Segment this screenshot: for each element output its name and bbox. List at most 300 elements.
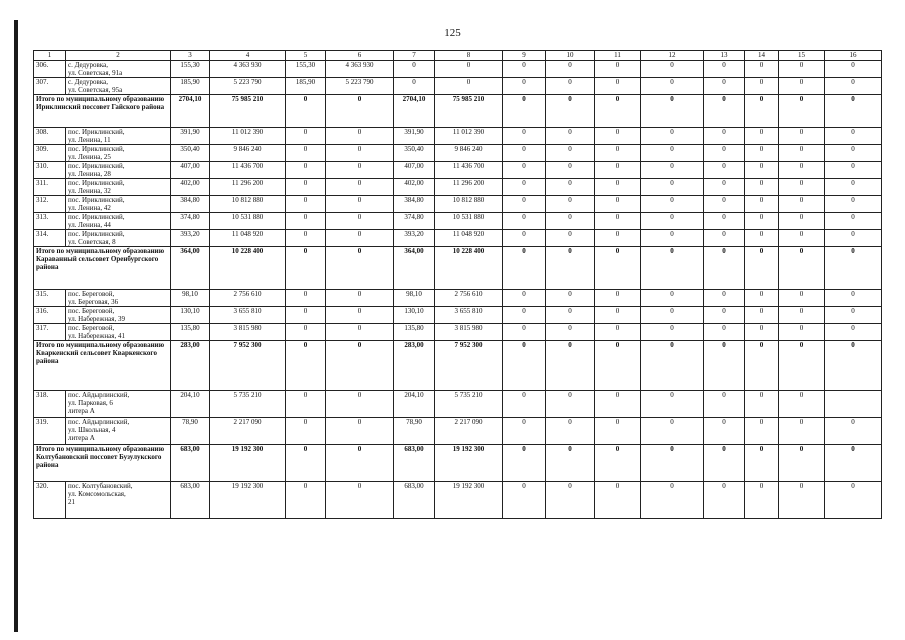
address-cell: пос. Ириклинский, ул. Ленина, 11 <box>66 128 171 145</box>
value-cell: 0 <box>641 78 704 95</box>
value-cell: 0 <box>825 482 882 519</box>
subtotal-cell: 0 <box>546 445 595 482</box>
value-cell: 0 <box>546 128 595 145</box>
value-cell: 0 <box>779 179 825 196</box>
subtotal-cell: 0 <box>704 445 745 482</box>
subtotal-row <box>34 341 882 391</box>
subtotal-label: Итого по муниципальному образованию Кваркенский сельсовет Кваркенского района <box>34 341 171 391</box>
subtotal-cell: 0 <box>286 95 326 128</box>
value-cell: 204,10 <box>394 391 435 418</box>
value-cell: 0 <box>286 290 326 307</box>
subtotal-cell: 10 228 400 <box>210 247 286 290</box>
value-cell: 0 <box>546 324 595 341</box>
table-row <box>34 482 882 519</box>
value-cell: 0 <box>641 418 704 445</box>
value-cell: 11 296 200 <box>210 179 286 196</box>
page-number: 125 <box>444 27 461 39</box>
subtotal-cell: 0 <box>779 95 825 128</box>
address-cell: пос. Береговой, ул. Набережная, 41 <box>66 324 171 341</box>
address-cell: пос. Береговой, ул. Набережная, 39 <box>66 307 171 324</box>
value-cell: 0 <box>641 179 704 196</box>
value-cell: 155,30 <box>286 61 326 78</box>
value-cell: 0 <box>326 307 394 324</box>
subtotal-cell: 0 <box>745 445 779 482</box>
value-cell: 0 <box>546 391 595 418</box>
value-cell: 0 <box>641 290 704 307</box>
subtotal-cell: 0 <box>595 341 641 391</box>
value-cell: 0 <box>641 307 704 324</box>
value-cell: 393,20 <box>171 230 210 247</box>
subtotal-cell: 0 <box>825 341 882 391</box>
subtotal-cell: 0 <box>745 341 779 391</box>
table-row <box>34 61 882 78</box>
value-cell: 0 <box>503 128 546 145</box>
value-cell: 350,40 <box>394 145 435 162</box>
value-cell: 0 <box>326 145 394 162</box>
value-cell: 0 <box>641 391 704 418</box>
value-cell: 0 <box>286 196 326 213</box>
column-header-7: 7 <box>394 51 435 61</box>
value-cell: 3 815 980 <box>435 324 503 341</box>
value-cell: 0 <box>546 307 595 324</box>
value-cell: 391,90 <box>394 128 435 145</box>
row-number: 310. <box>34 162 66 179</box>
value-cell: 0 <box>745 213 779 230</box>
subtotal-label: Итого по муниципальному образованию Ириклинский поссовет Гайского района <box>34 95 171 128</box>
subtotal-cell: 0 <box>546 247 595 290</box>
value-cell: 0 <box>825 213 882 230</box>
value-cell: 19 192 300 <box>435 482 503 519</box>
subtotal-cell: 0 <box>641 95 704 128</box>
value-cell: 0 <box>286 213 326 230</box>
value-cell: 350,40 <box>171 145 210 162</box>
value-cell: 0 <box>704 391 745 418</box>
value-cell: 0 <box>546 213 595 230</box>
value-cell: 0 <box>779 391 825 418</box>
value-cell: 402,00 <box>394 179 435 196</box>
value-cell: 0 <box>503 78 546 95</box>
value-cell: 0 <box>745 196 779 213</box>
value-cell: 0 <box>326 230 394 247</box>
value-cell: 407,00 <box>171 162 210 179</box>
value-cell: 0 <box>286 418 326 445</box>
table-row <box>34 179 882 196</box>
value-cell: 0 <box>779 145 825 162</box>
subtotal-cell: 75 985 210 <box>210 95 286 128</box>
row-number: 308. <box>34 128 66 145</box>
value-cell: 2 217 090 <box>435 418 503 445</box>
value-cell: 11 048 920 <box>210 230 286 247</box>
value-cell: 5 735 210 <box>435 391 503 418</box>
value-cell: 0 <box>595 230 641 247</box>
value-cell: 11 296 200 <box>435 179 503 196</box>
subtotal-cell: 7 952 300 <box>210 341 286 391</box>
value-cell: 0 <box>641 61 704 78</box>
column-header-3: 3 <box>171 51 210 61</box>
subtotal-cell: 0 <box>745 247 779 290</box>
value-cell: 0 <box>825 61 882 78</box>
value-cell: 0 <box>779 482 825 519</box>
column-header-1: 1 <box>34 51 66 61</box>
subtotal-cell: 364,00 <box>171 247 210 290</box>
value-cell: 0 <box>595 196 641 213</box>
value-cell: 0 <box>286 230 326 247</box>
value-cell: 3 655 810 <box>210 307 286 324</box>
column-header-9: 9 <box>503 51 546 61</box>
row-number: 320. <box>34 482 66 519</box>
value-cell: 0 <box>704 307 745 324</box>
subtotal-label: Итого по муниципальному образованию Колтубановский поссовет Бузулукского района <box>34 445 171 482</box>
value-cell: 4 363 930 <box>326 61 394 78</box>
value-cell: 0 <box>704 61 745 78</box>
value-cell: 0 <box>326 418 394 445</box>
value-cell <box>825 391 882 418</box>
column-header-5: 5 <box>286 51 326 61</box>
value-cell: 0 <box>595 162 641 179</box>
value-cell: 0 <box>503 213 546 230</box>
address-cell: пос. Ириклинский, ул. Советская, 8 <box>66 230 171 247</box>
table-row <box>34 418 882 445</box>
value-cell: 0 <box>704 128 745 145</box>
value-cell: 0 <box>641 230 704 247</box>
value-cell: 0 <box>326 128 394 145</box>
value-cell: 393,20 <box>394 230 435 247</box>
subtotal-cell: 283,00 <box>171 341 210 391</box>
subtotal-cell: 0 <box>286 247 326 290</box>
address-cell: пос. Ириклинский, ул. Ленина, 32 <box>66 179 171 196</box>
row-number: 318. <box>34 391 66 418</box>
table-row <box>34 324 882 341</box>
value-cell: 0 <box>779 213 825 230</box>
row-number: 306. <box>34 61 66 78</box>
value-cell: 0 <box>825 128 882 145</box>
table-row <box>34 162 882 179</box>
value-cell: 0 <box>825 418 882 445</box>
table-row <box>34 213 882 230</box>
subtotal-cell: 0 <box>704 341 745 391</box>
value-cell: 0 <box>595 213 641 230</box>
value-cell: 0 <box>546 230 595 247</box>
value-cell: 0 <box>546 290 595 307</box>
value-cell: 0 <box>326 213 394 230</box>
value-cell: 0 <box>745 128 779 145</box>
address-cell: пос. Колтубановский, ул. Комсомольская, 21 <box>66 482 171 519</box>
value-cell: 0 <box>503 196 546 213</box>
value-cell: 0 <box>503 324 546 341</box>
table-row <box>34 196 882 213</box>
value-cell: 185,90 <box>171 78 210 95</box>
value-cell: 2 217 090 <box>210 418 286 445</box>
value-cell: 0 <box>595 324 641 341</box>
row-number: 319. <box>34 418 66 445</box>
value-cell: 0 <box>546 418 595 445</box>
value-cell: 0 <box>326 324 394 341</box>
value-cell: 0 <box>641 482 704 519</box>
value-cell: 204,10 <box>171 391 210 418</box>
subtotal-cell: 0 <box>779 445 825 482</box>
value-cell: 0 <box>779 196 825 213</box>
subtotal-cell: 0 <box>503 95 546 128</box>
subtotal-cell: 0 <box>326 247 394 290</box>
value-cell: 0 <box>779 418 825 445</box>
value-cell: 9 846 240 <box>210 145 286 162</box>
value-cell: 78,90 <box>171 418 210 445</box>
column-number-row <box>34 51 882 61</box>
value-cell: 0 <box>326 482 394 519</box>
value-cell: 0 <box>779 290 825 307</box>
value-cell: 374,80 <box>394 213 435 230</box>
value-cell: 0 <box>595 290 641 307</box>
subtotal-cell: 283,00 <box>394 341 435 391</box>
address-cell: пос. Ириклинский, ул. Ленина, 25 <box>66 145 171 162</box>
table-row <box>34 145 882 162</box>
value-cell: 11 436 700 <box>435 162 503 179</box>
subtotal-cell: 0 <box>286 445 326 482</box>
value-cell: 683,00 <box>394 482 435 519</box>
value-cell: 98,10 <box>171 290 210 307</box>
value-cell: 0 <box>326 391 394 418</box>
value-cell: 0 <box>641 196 704 213</box>
value-cell: 0 <box>704 78 745 95</box>
subtotal-cell: 7 952 300 <box>435 341 503 391</box>
row-number: 316. <box>34 307 66 324</box>
subtotal-cell: 0 <box>503 445 546 482</box>
value-cell: 4 363 930 <box>210 61 286 78</box>
subtotal-cell: 0 <box>546 95 595 128</box>
subtotal-cell: 10 228 400 <box>435 247 503 290</box>
value-cell: 0 <box>546 196 595 213</box>
subtotal-cell: 0 <box>326 95 394 128</box>
value-cell: 19 192 300 <box>210 482 286 519</box>
value-cell: 0 <box>286 162 326 179</box>
row-number: 317. <box>34 324 66 341</box>
value-cell: 0 <box>595 418 641 445</box>
subtotal-row <box>34 95 882 128</box>
value-cell: 0 <box>704 162 745 179</box>
value-cell: 0 <box>704 145 745 162</box>
value-cell: 384,80 <box>394 196 435 213</box>
value-cell: 0 <box>503 179 546 196</box>
subtotal-cell: 19 192 300 <box>210 445 286 482</box>
row-number: 309. <box>34 145 66 162</box>
subtotal-cell: 0 <box>595 445 641 482</box>
value-cell: 0 <box>503 290 546 307</box>
value-cell: 683,00 <box>171 482 210 519</box>
subtotal-cell: 0 <box>641 341 704 391</box>
row-number: 314. <box>34 230 66 247</box>
subtotal-cell: 0 <box>595 95 641 128</box>
subtotal-cell: 0 <box>503 247 546 290</box>
value-cell: 374,80 <box>171 213 210 230</box>
value-cell: 0 <box>546 482 595 519</box>
subtotal-cell: 0 <box>825 247 882 290</box>
value-cell: 0 <box>745 162 779 179</box>
column-header-2: 2 <box>66 51 171 61</box>
subtotal-cell: 0 <box>745 95 779 128</box>
address-cell: пос. Ириклинский, ул. Ленина, 42 <box>66 196 171 213</box>
value-cell: 9 846 240 <box>435 145 503 162</box>
value-cell: 0 <box>745 179 779 196</box>
value-cell: 0 <box>286 391 326 418</box>
subtotal-cell: 0 <box>286 341 326 391</box>
value-cell: 0 <box>435 78 503 95</box>
value-cell: 11 436 700 <box>210 162 286 179</box>
value-cell: 0 <box>825 290 882 307</box>
value-cell: 0 <box>595 482 641 519</box>
value-cell: 135,80 <box>171 324 210 341</box>
value-cell: 0 <box>595 307 641 324</box>
subtotal-cell: 0 <box>704 247 745 290</box>
value-cell: 10 812 880 <box>210 196 286 213</box>
column-header-12: 12 <box>641 51 704 61</box>
value-cell: 0 <box>745 418 779 445</box>
subtotal-cell: 0 <box>503 341 546 391</box>
value-cell: 0 <box>503 307 546 324</box>
value-cell: 3 655 810 <box>435 307 503 324</box>
value-cell: 0 <box>286 307 326 324</box>
subtotal-cell: 0 <box>595 247 641 290</box>
value-cell: 0 <box>286 324 326 341</box>
row-number: 315. <box>34 290 66 307</box>
table-row <box>34 307 882 324</box>
value-cell: 0 <box>825 145 882 162</box>
row-number: 312. <box>34 196 66 213</box>
value-cell: 0 <box>503 418 546 445</box>
value-cell: 0 <box>326 179 394 196</box>
value-cell: 0 <box>704 290 745 307</box>
value-cell: 78,90 <box>394 418 435 445</box>
value-cell: 391,90 <box>171 128 210 145</box>
subtotal-cell: 0 <box>825 95 882 128</box>
column-header-15: 15 <box>779 51 825 61</box>
subtotal-cell: 683,00 <box>394 445 435 482</box>
value-cell: 130,10 <box>171 307 210 324</box>
value-cell: 11 012 390 <box>210 128 286 145</box>
value-cell: 0 <box>326 290 394 307</box>
subtotal-cell: 0 <box>704 95 745 128</box>
value-cell: 0 <box>546 61 595 78</box>
row-number: 307. <box>34 78 66 95</box>
value-cell: 0 <box>704 230 745 247</box>
value-cell: 0 <box>745 78 779 95</box>
value-cell: 0 <box>825 196 882 213</box>
value-cell: 10 531 880 <box>210 213 286 230</box>
value-cell: 2 756 610 <box>435 290 503 307</box>
value-cell: 0 <box>546 179 595 196</box>
subtotal-label: Итого по муниципальному образованию Караванный сельсовет Оренбургского района <box>34 247 171 290</box>
subtotal-cell: 2704,10 <box>171 95 210 128</box>
column-header-14: 14 <box>745 51 779 61</box>
value-cell: 10 531 880 <box>435 213 503 230</box>
value-cell: 0 <box>779 324 825 341</box>
address-cell: с. Дедуровка, ул. Советская, 91а <box>66 61 171 78</box>
value-cell: 0 <box>595 145 641 162</box>
value-cell: 0 <box>825 307 882 324</box>
value-cell: 11 048 920 <box>435 230 503 247</box>
column-header-16: 16 <box>825 51 882 61</box>
data-table <box>33 50 882 519</box>
value-cell: 0 <box>745 307 779 324</box>
value-cell: 185,90 <box>286 78 326 95</box>
value-cell: 0 <box>825 78 882 95</box>
value-cell: 0 <box>825 230 882 247</box>
value-cell: 135,80 <box>394 324 435 341</box>
table-row <box>34 78 882 95</box>
value-cell: 384,80 <box>171 196 210 213</box>
value-cell: 0 <box>326 162 394 179</box>
value-cell: 0 <box>394 78 435 95</box>
value-cell: 0 <box>595 128 641 145</box>
value-cell: 0 <box>546 162 595 179</box>
value-cell: 0 <box>779 230 825 247</box>
column-header-6: 6 <box>326 51 394 61</box>
subtotal-cell: 0 <box>546 341 595 391</box>
value-cell: 0 <box>435 61 503 78</box>
value-cell: 10 812 880 <box>435 196 503 213</box>
value-cell: 0 <box>503 230 546 247</box>
value-cell: 0 <box>825 179 882 196</box>
subtotal-cell: 0 <box>641 247 704 290</box>
column-header-13: 13 <box>704 51 745 61</box>
value-cell: 0 <box>641 128 704 145</box>
table-row <box>34 128 882 145</box>
value-cell: 130,10 <box>394 307 435 324</box>
value-cell: 11 012 390 <box>435 128 503 145</box>
value-cell: 0 <box>779 162 825 179</box>
value-cell: 0 <box>704 213 745 230</box>
value-cell: 0 <box>394 61 435 78</box>
subtotal-cell: 683,00 <box>171 445 210 482</box>
value-cell: 0 <box>503 391 546 418</box>
column-header-8: 8 <box>435 51 503 61</box>
value-cell: 5 223 790 <box>210 78 286 95</box>
value-cell: 0 <box>546 145 595 162</box>
value-cell: 0 <box>825 324 882 341</box>
value-cell: 402,00 <box>171 179 210 196</box>
subtotal-row <box>34 247 882 290</box>
address-cell: пос. Ириклинский, ул. Ленина, 44 <box>66 213 171 230</box>
value-cell: 0 <box>745 324 779 341</box>
value-cell: 0 <box>503 482 546 519</box>
subtotal-cell: 0 <box>641 445 704 482</box>
address-cell: пос. Айдырлинский, ул. Парковая, 6 литера А <box>66 391 171 418</box>
table-row <box>34 290 882 307</box>
value-cell: 0 <box>641 213 704 230</box>
address-cell: с. Дедуровка, ул. Советская, 95а <box>66 78 171 95</box>
value-cell: 0 <box>745 230 779 247</box>
value-cell: 0 <box>286 128 326 145</box>
value-cell: 0 <box>286 482 326 519</box>
value-cell: 0 <box>595 61 641 78</box>
value-cell: 0 <box>745 482 779 519</box>
subtotal-cell: 0 <box>326 341 394 391</box>
column-header-4: 4 <box>210 51 286 61</box>
value-cell: 0 <box>286 145 326 162</box>
value-cell: 0 <box>326 196 394 213</box>
value-cell: 0 <box>595 179 641 196</box>
subtotal-row <box>34 445 882 482</box>
table-row <box>34 391 882 418</box>
value-cell: 0 <box>595 78 641 95</box>
binding-mark <box>14 20 18 632</box>
value-cell: 0 <box>286 179 326 196</box>
value-cell: 0 <box>704 418 745 445</box>
value-cell: 3 815 980 <box>210 324 286 341</box>
value-cell: 2 756 610 <box>210 290 286 307</box>
value-cell: 0 <box>745 290 779 307</box>
value-cell: 0 <box>745 61 779 78</box>
address-cell: пос. Айдырлинский, ул. Школьная, 4 литера А <box>66 418 171 445</box>
